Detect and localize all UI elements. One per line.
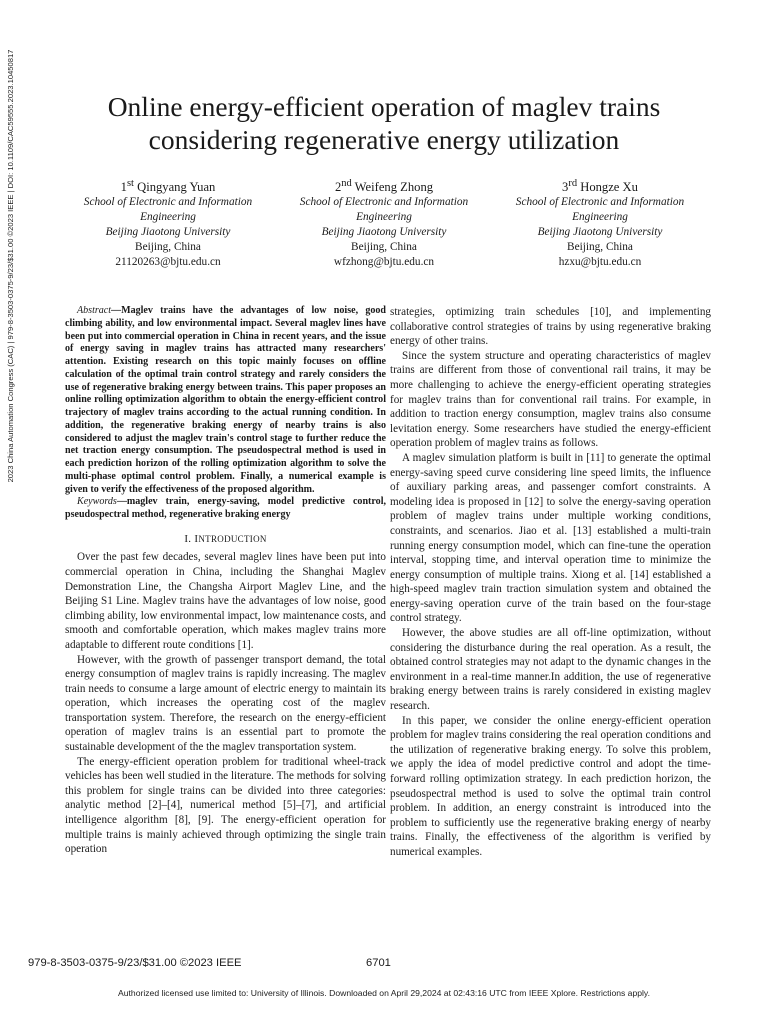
author-email: wfzhong@bjtu.edu.cn <box>333 256 435 269</box>
affiliation-line: Engineering <box>356 211 412 224</box>
title-line-1: Online energy-efficient operation of maglev trains <box>107 91 661 122</box>
affiliation-line: Beijing Jiaotong University <box>105 226 231 239</box>
paper-title <box>40 90 728 156</box>
author-city: Beijing, China <box>567 241 633 254</box>
affiliation-line: School of Electronic and Information <box>515 196 685 209</box>
paragraph: In this paper, we consider the online energy-efficient operation problem for maglev trains considering the real operation conditions and the utilization of regenerative braking energy. To solve this problem, we apply the idea of model predictive control and adopt the time-forward rolling optimization strategy. In each prediction horizon, the pseudospectral method is used to solve the optimal train control problem. In addition, an energy constraint is introduced into the problem to sufficiently use the regenerative braking energy of nearby trains. Finally, the effectiveness of the algorithm is verified by numerical examples. <box>390 714 711 858</box>
keywords-label: Keywords <box>77 496 117 508</box>
affiliation-line: Beijing Jiaotong University <box>537 226 663 239</box>
author-email: 21120263@bjtu.edu.cn <box>115 256 221 269</box>
paragraph: A maglev simulation platform is built in [11] to generate the optimal energy-saving speed curve considering line speed limits, the influence of auxiliary parking areas, and passenger comfort constraints. A modeling idea is proposed in [12] to solve the energy-saving operation problem of maglev trains under multiple working conditions, constraints, and scenarios. Jiao et al. [13] established a multi-train running energy consumption model, which can fine-tune the operation interval, stopping time, and interval operation time to minimize the energy consumption of multiple trains. Xiong et al. [14] established a high-speed maglev train traction simulation system and obtained the energy-saving operation curve of the train based on the four-stage control strategy. <box>390 451 711 625</box>
author-name: Hongze Xu <box>580 180 638 195</box>
left-column <box>65 305 386 857</box>
right-column <box>390 305 711 860</box>
author-3: 3rd Hongze Xu School of Electronic and Information Engineering Beijing Jiaotong University Beijing, China hzxu@bjtu.edu.cn <box>492 176 708 270</box>
affiliation-line: Engineering <box>572 211 628 224</box>
author-name: Weifeng Zhong <box>354 180 434 195</box>
keywords <box>65 496 386 522</box>
license-notice: Authorized licensed use limited to: University of Illinois. Downloaded on April 29,2024 at 02:43:16 UTC from IEEE Xplore. Restrictions apply. <box>118 988 650 998</box>
abstract-label: Abstract <box>77 305 112 316</box>
footer-copyright: 979-8-3503-0375-9/23/$31.00 ©2023 IEEE <box>28 957 242 969</box>
author-2: 2nd Weifeng Zhong School of Electronic and Information Engineering Beijing Jiaotong University Beijing, China wfzhong@bjtu.edu.cn <box>276 176 492 270</box>
author-1: 1st Qingyang Yuan School of Electronic and Information Engineering Beijing Jiaotong University Beijing, China 21120263@bjtu.edu.cn <box>60 176 276 270</box>
affiliation-line: School of Electronic and Information <box>299 196 469 209</box>
paragraph: The energy-efficient operation problem for traditional wheel-track vehicles has been well studied in the literature. The methods for solving this problem for single trains can be divided into three categories: analytic method [2]–[4], numerical method [5]–[7], and artificial intelligence algorithm [8], [9]. The energy-efficient operation for multiple trains is mainly achieved through optimizing the single train operation <box>65 755 386 856</box>
title-line-2: considering regenerative energy utilization <box>148 124 620 155</box>
affiliation-line: School of Electronic and Information <box>83 196 253 209</box>
paragraph: However, the above studies are all off-line optimization, without considering the disturbance during the real operation. As a result, the obtained control strategies may not adapt to the dynamic changes in the environment in a real-time manner.In addition, the use of regenerative braking energy between trains is rarely considered in existing maglev research. <box>390 627 711 713</box>
author-email: hzxu@bjtu.edu.cn <box>558 256 642 269</box>
paragraph: Since the system structure and operating characteristics of maglev trains are different from those of conventional rail trains, it may be more challenging to achieve the energy-efficient operating strategies for maglev trains than for conventional rail trains. For example, in addition to traction energy consumption, maglev trains also consume levitation energy. Some researchers have studied the energy-efficient operation problem of maglev trains as follows. <box>390 349 711 450</box>
author-name: Qingyang Yuan <box>137 180 216 195</box>
affiliation-line: Beijing Jiaotong University <box>321 226 447 239</box>
author-city: Beijing, China <box>351 241 417 254</box>
author-block <box>60 176 708 270</box>
paragraph: However, with the growth of passenger transport demand, the total energy consumption of maglev trains is rapidly increasing. The maglev train needs to consume a large amount of electric energy to maintain its operation, which increases the operating cost of the maglev transportation system. Therefore, the research on the energy-efficient operation of maglev trains is an essential part to promote the sustainable development of the the maglev transportation system. <box>65 653 386 754</box>
paragraph: Over the past few decades, several maglev lines have been put into commercial operation in China, including the Shanghai Maglev Demonstration Line, the Changsha Airport Maglev Line, and the Beijing S1 Line. Maglev trains have the advantages of low noise, good climbing ability, low environmental impact, low maintenance costs, and smooth and comfortable operation, which makes maglev trains more adaptable to different route conditions [1]. <box>65 551 386 651</box>
abstract-text: —Maglev trains have the advantages of low noise, good climbing ability, and low environmental impact. Several maglev lines have been put into commercial operation in China in recent years, and the issue of energy saving in maglev trains has attracted many researchers' attention. Existing research on this topic mainly focuses on offline calculation of the optimal train control strategy and rarely considers the use of regenerative braking energy between trains. This paper proposes an online rolling optimization algorithm to obtain the energy-efficient control trajectory of maglev trains according to the actual running condition. In addition, the regenerative braking energy of nearby trains is also considered to adjust the maglev train's control stage to further reduce the net traction energy consumption. The pseudospectral method is used in each prediction horizon of the rolling optimization algorithm to solve the multi-phase optimal control problem. Finally, a numerical example is given to verify the effectiveness of the proposed algorithm. <box>65 305 386 495</box>
affiliation-line: Engineering <box>140 211 196 224</box>
abstract <box>65 305 386 496</box>
author-city: Beijing, China <box>135 241 201 254</box>
page-number: 6701 <box>366 957 391 969</box>
keywords-text: —maglev train, energy-saving, model predictive control, pseudospectral method, regenerative braking energy <box>65 496 386 520</box>
section-heading: I. INTRODUCTION <box>184 532 267 545</box>
conference-sidebar: 2023 China Automation Congress (CAC) | 979-8-3503-0375-9/23/$31.00 ©2023 IEEE | DOI: 10.1109/CAC59555.2023.10450817 <box>6 49 15 483</box>
paragraph: strategies, optimizing train schedules [10], and implementing collaborative control strategies of trains by using regenerative braking energy of other trains. <box>390 306 711 348</box>
